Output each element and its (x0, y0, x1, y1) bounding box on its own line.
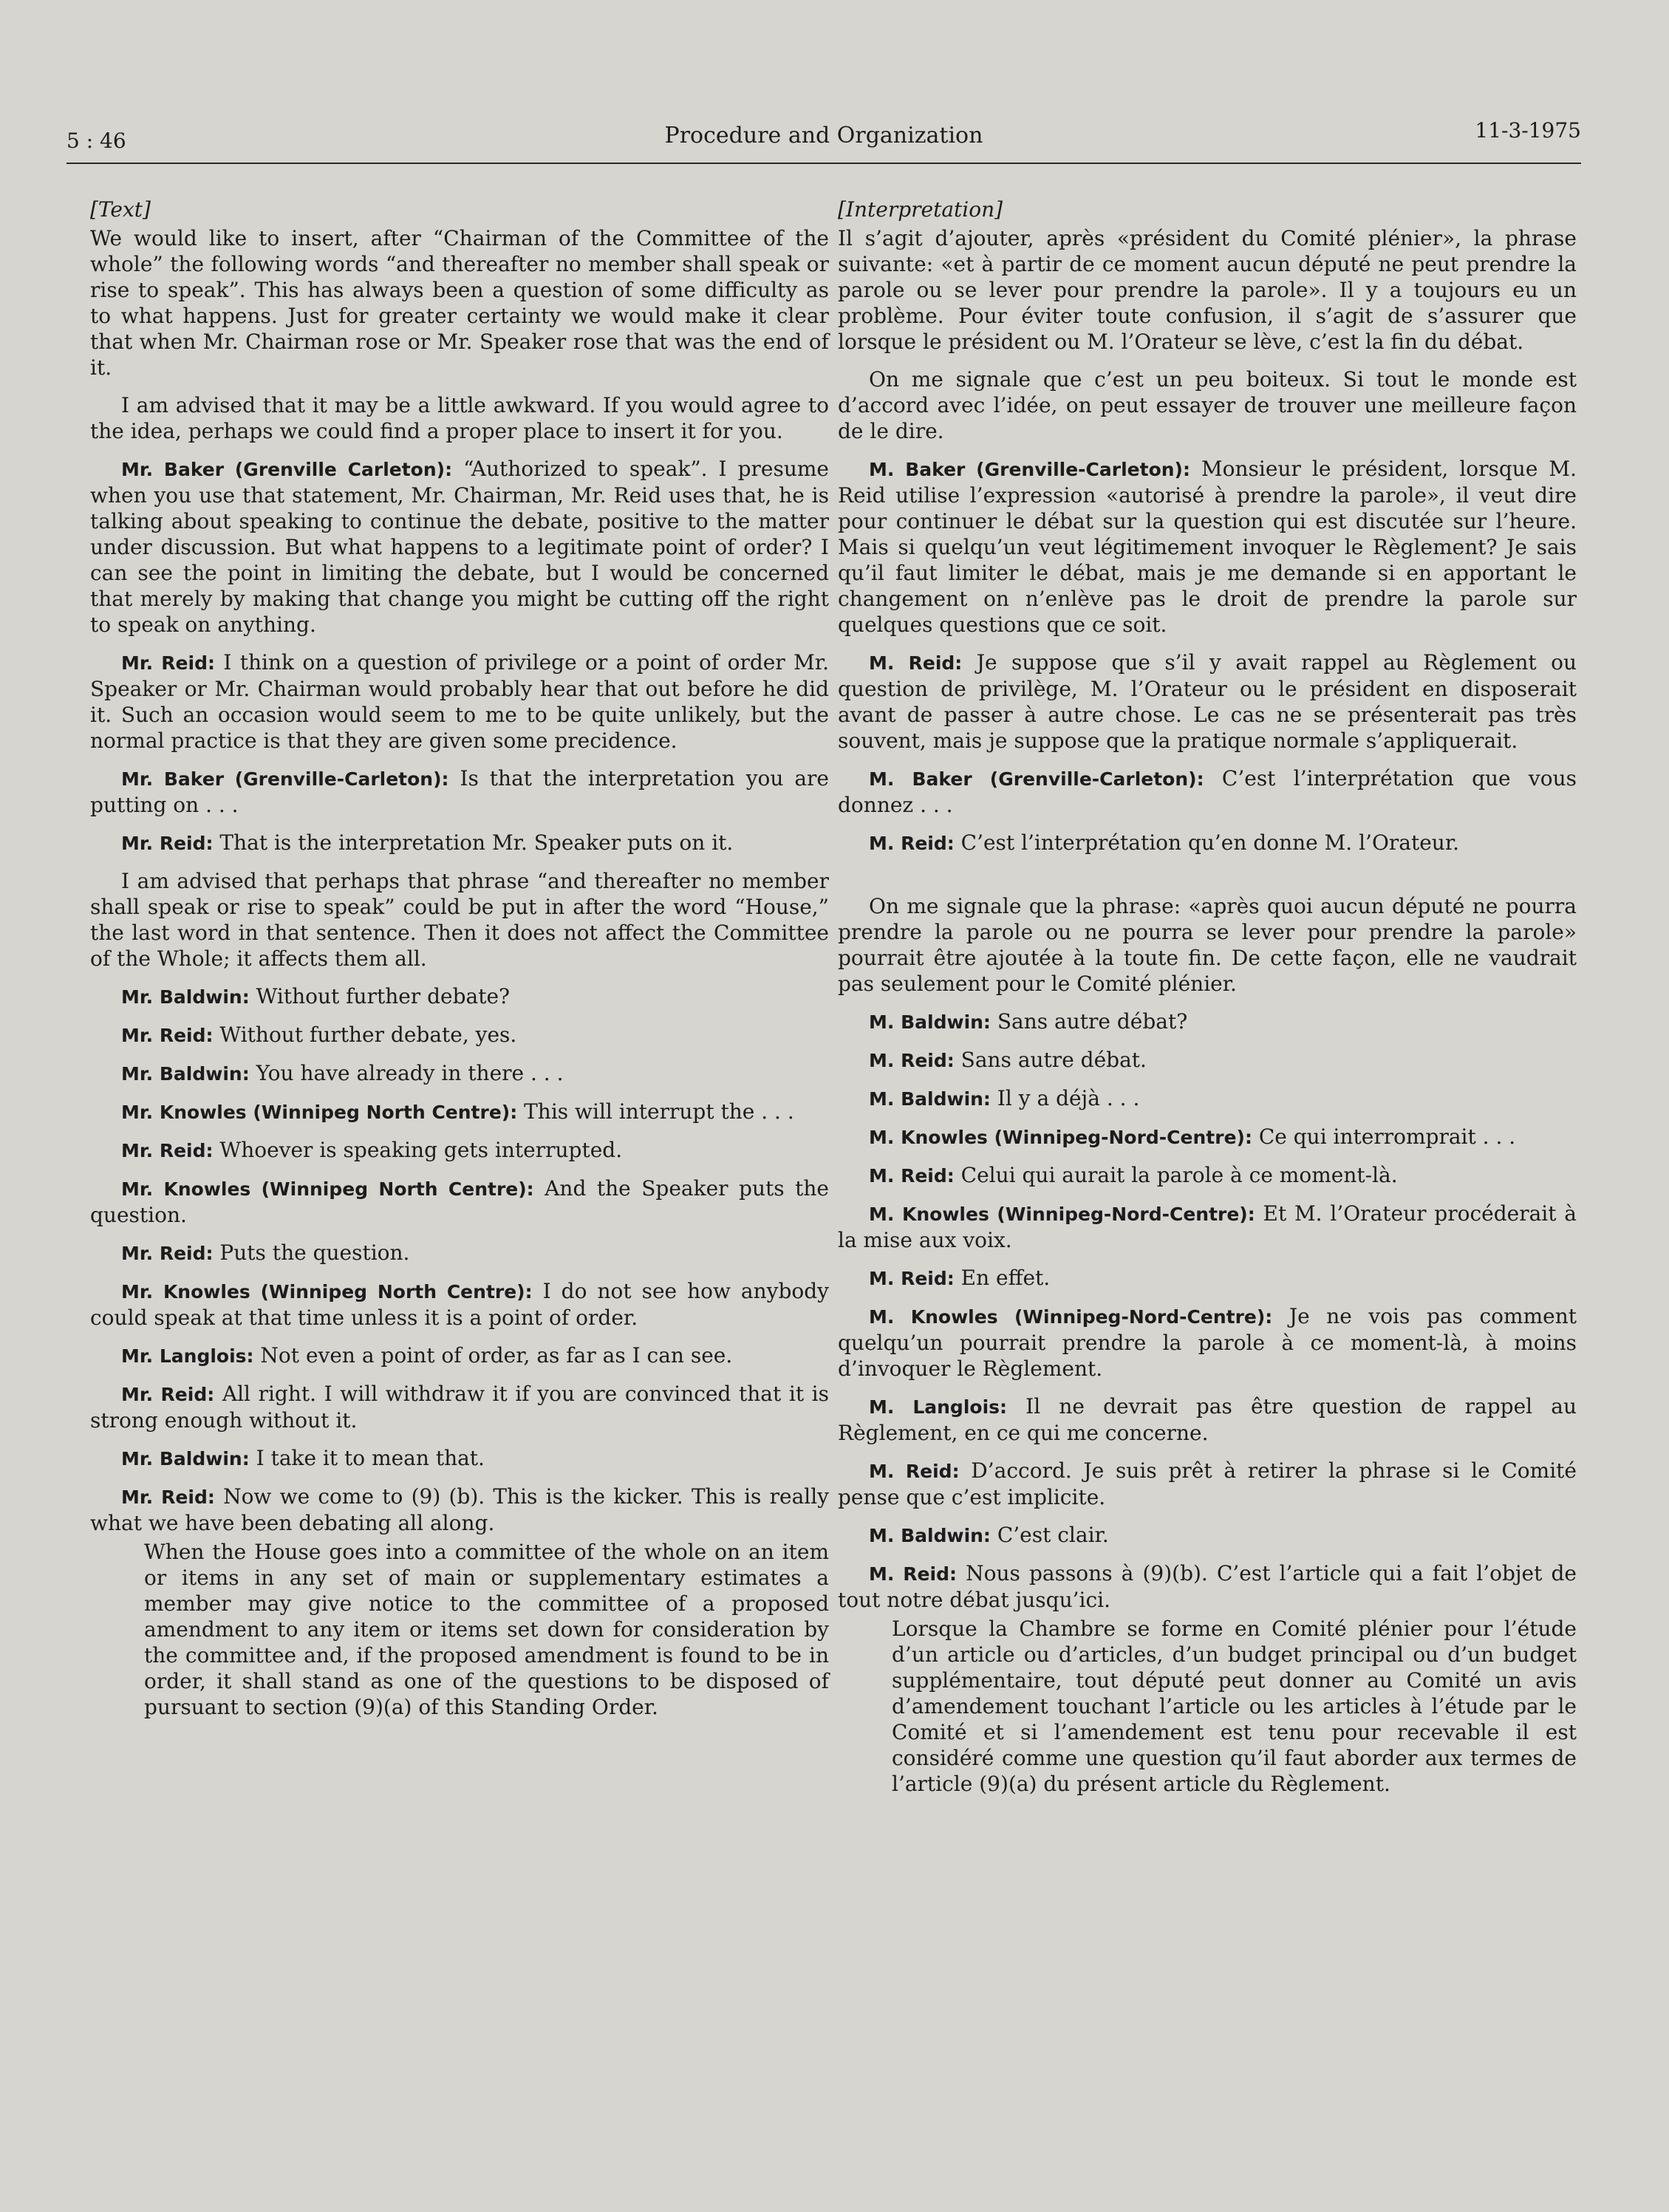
speech-text: Now we come to (9) (b). This is the kicker. This is really what we have been debating all along. (90, 1484, 830, 1535)
speech-text: “Authorized to speak”. I presume when you use that statement, Mr. Chairman, Mr. Reid uses that, he is talking about speaking to continue the debate, positive to the matter under discussion. But what happens to a legitimate point of order? I can see the point in limiting the debate, but I would be concerned that merely by making that change you might be cutting off the right to speak on anything. (90, 457, 829, 637)
speaker-name: M. Reid: (869, 1268, 955, 1289)
speech (90, 1099, 829, 1125)
speaker-name: M. Reid: (869, 652, 963, 674)
speaker-name: Mr. Baldwin: (121, 1448, 250, 1469)
speech-text: En effet. (954, 1266, 1051, 1290)
speech-text: Ce qui interromprait . . . (1252, 1124, 1516, 1149)
speech (90, 1381, 829, 1433)
text-tag: [Text] (90, 197, 151, 222)
speech (90, 456, 829, 638)
speech-text: Monsieur le président, lorsque M. Reid utilise l’expression «autorisé à prendre la parole», il veut dire pour continuer le débat sur la question qui est discutée sur l’heure. Mais si quelqu’un veut légitimement invoquer le Règlement? Je sais qu’il faut limiter le débat, mais je me demande si en apportant le changement on n’enlève pas le droit de prendre la parole sur quelques questions que ce soit. (838, 457, 1577, 637)
speaker-name: Mr. Reid: (121, 833, 214, 854)
speech (838, 1458, 1577, 1510)
speech (838, 830, 1577, 856)
paragraph: Il s’agit d’ajouter, après «président du Comité plénier», la phrase suivante: «et à partir de ce moment aucun député ne peut prendre la parole ou se lever pour prendre la parole». Il y a toujours eu un problème. Pour éviter toute confusion, il s’agit de s’assurer que lorsque le président ou M. l’Orateur se lève, c’est la fin du débat. (838, 226, 1577, 354)
speech-text: I do not see how anybody could speak at that time unless it is a point of order. (90, 1279, 830, 1330)
speech (838, 1008, 1577, 1035)
speech-text: All right. I will withdraw it if you are convinced that it is strong enough without it. (90, 1382, 830, 1433)
speaker-name: M. Reid: (869, 1563, 957, 1585)
speaker-name: M. Reid: (869, 1461, 960, 1482)
speaker-name: M. Langlois: (869, 1396, 1008, 1418)
speech (838, 649, 1577, 754)
speech (90, 1484, 829, 1536)
speaker-name: Mr. Baldwin: (121, 1063, 250, 1085)
speech-text: Without further debate? (249, 984, 511, 1008)
quoted-standing-order: When the House goes into a committee of the whole on an item or items in any set of main or supplementary estimates a member may give notice to the committee of a proposed amendment to any item or items set down for consideration by the committee and, if the proposed amendment is found to be in order, it shall stand as one of the questions to be disposed of pursuant to section (9)(a) of this Standing Order. (144, 1540, 829, 1719)
speech-text: I take it to mean that. (249, 1446, 485, 1470)
speech-text: And the Speaker puts the question. (90, 1176, 829, 1227)
speech (90, 1445, 829, 1472)
speaker-name: Mr. Knowles (Winnipeg North Centre): (121, 1281, 533, 1303)
speech-text: Puts the question. (213, 1240, 410, 1265)
speech-text: Not even a point of order, as far as I can see. (253, 1343, 733, 1368)
speech (90, 765, 829, 818)
speech (838, 1162, 1577, 1189)
speaker-name: Mr. Knowles (Winnipeg North Centre): (121, 1178, 534, 1200)
header-rule (66, 163, 1581, 164)
speech (90, 1175, 829, 1228)
speech (90, 1060, 829, 1087)
speaker-name: Mr. Reid: (121, 1486, 215, 1508)
speech-text: C’est l’interprétation que vous donnez . . . (838, 766, 1577, 817)
speech (90, 1022, 829, 1048)
speaker-name: Mr. Reid: (121, 1384, 215, 1405)
page-header (66, 118, 1581, 157)
speaker-name: Mr. Reid: (121, 1025, 214, 1046)
speech (90, 1278, 829, 1331)
quoted-standing-order: Lorsque la Chambre se forme en Comité plénier pour l’étude d’un article ou d’articles, d’un budget principal ou d’un budget supplémentaire, tout député peut donner au Comité un avis d’amendement touchant l’article ou les articles à l’étude par le Comité et si l’amendement est tenu pour recevable il est considéré comme une question qu’il faut aborder aux termes de l’article (9)(a) du présent article du Règlement. (892, 1617, 1577, 1796)
speech (838, 1560, 1577, 1613)
speaker-name: M. Knowles (Winnipeg-Nord-Centre): (869, 1204, 1255, 1225)
speech (838, 1303, 1577, 1382)
speaker-name: M. Knowles (Winnipeg-Nord-Centre): (869, 1306, 1273, 1328)
speech-text: Je suppose que s’il y avait rappel au Règlement ou question de privilège, M. l’Orateur ou le président en disposerait avant de passer à autre chose. Le cas ne se présenterait pas très souvent, mais je suppose que la pratique normale s’appliquerait. (838, 650, 1577, 753)
speech-text: Sans autre débat. (954, 1048, 1147, 1072)
speech-text: Il ne devrait pas être question de rappel au Règlement, en ce qui me concerne. (838, 1394, 1577, 1445)
speech-text: Nous passons à (9)(b). C’est l’article qui a fait l’objet de tout notre débat jusqu’ici. (838, 1561, 1577, 1612)
paragraph: On me signale que la phrase: «après quoi aucun député ne pourra prendre la parole ou ne pourra se lever pour prendre la parole» pourrait être ajoutée à la toute fin. De cette façon, elle ne vaudrait pas seulement pour le Comité plénier. (838, 894, 1577, 996)
page-number: 5 : 46 (66, 129, 126, 153)
speech (838, 1085, 1577, 1112)
speech-text: Sans autre débat? (990, 1009, 1188, 1034)
speech-text: That is the interpretation Mr. Speaker puts on it. (213, 830, 734, 855)
speech (838, 1047, 1577, 1073)
running-title: Procedure and Organization (664, 123, 983, 149)
header-date: 11-3-1975 (1475, 118, 1581, 143)
speech (838, 456, 1577, 638)
paragraph: On me signale que c’est un peu boiteux. Si tout le monde est d’accord avec l’idée, on peut essayer de trouver une meilleure façon de le dire. (838, 367, 1577, 443)
speaker-name: Mr. Baldwin: (121, 986, 250, 1008)
speaker-name: Mr. Knowles (Winnipeg North Centre): (121, 1102, 518, 1123)
speech-text: Celui qui aurait la parole à ce moment-là. (954, 1163, 1398, 1187)
speaker-name: M. Baldwin: (869, 1088, 991, 1110)
speech-text: This will interrupt the . . . (517, 1099, 794, 1124)
speaker-name: Mr. Reid: (121, 1140, 214, 1161)
speaker-name: M. Baldwin: (869, 1525, 991, 1546)
speech (838, 765, 1577, 818)
speech-text: C’est l’interprétation qu’en donne M. l’Orateur. (954, 830, 1460, 855)
speech (838, 1124, 1577, 1150)
speech (90, 1342, 829, 1369)
speech (90, 1137, 829, 1164)
speech-text: Je ne vois pas comment quelqu’un pourrait prendre la parole à ce moment-là, à moins d’invoquer le Règlement. (838, 1304, 1577, 1381)
paragraph: I am advised that it may be a little awkward. If you would agree to the idea, perhaps we could find a proper place to insert it for you. (90, 393, 829, 443)
speaker-name: Mr. Reid: (121, 1243, 214, 1264)
speech-text: D’accord. Je suis prêt à retirer la phrase si le Comité pense que c’est implicite. (838, 1458, 1577, 1509)
paragraph: We would like to insert, after “Chairman of the Committee of the whole” the following words “and thereafter no member shall speak or rise to speak”. This has always been a question of some difficulty as to what happens. Just for greater certainty we would make it clear that when Mr. Chairman rose or Mr. Speaker rose that was the end of it. (90, 226, 829, 380)
speaker-name: Mr. Baker (Grenville Carleton): (121, 459, 453, 480)
speech-text: Is that the interpretation you are putting on . . . (90, 766, 829, 817)
speaker-name: M. Reid: (869, 1165, 955, 1187)
speech (90, 1240, 829, 1266)
paragraph: I am advised that perhaps that phrase “and thereafter no member shall speak or rise to speak” could be put in after the word “House,” the last word in that sentence. Then it does not affect the Committee of the Whole; it affects them all. (90, 869, 829, 971)
speaker-name: Mr. Baker (Grenville-Carleton): (121, 768, 449, 790)
speaker-name: Mr. Reid: (121, 652, 215, 674)
speaker-name: M. Reid: (869, 1050, 955, 1071)
speech-text: C’est clair. (990, 1523, 1109, 1547)
speech-text: I think on a question of privilege or a point of order Mr. Speaker or Mr. Chairman would probably hear that out before he did it. Such an occasion would seem to me to be quite unlikely, but the normal practice is that they are given some precidence. (90, 650, 830, 753)
speech-text: Et M. l’Orateur procéderait à la mise aux voix. (838, 1201, 1577, 1252)
speech (838, 1522, 1577, 1549)
speaker-name: M. Reid: (869, 833, 955, 854)
speaker-name: M. Baldwin: (869, 1011, 991, 1033)
speaker-name: M. Knowles (Winnipeg-Nord-Centre): (869, 1127, 1252, 1148)
speaker-name: M. Baker (Grenville-Carleton): (869, 768, 1204, 790)
interpretation-tag: [Interpretation] (838, 197, 1003, 222)
speaker-name: M. Baker (Grenville-Carleton): (869, 459, 1190, 480)
speech (838, 1393, 1577, 1446)
french-column (838, 197, 1577, 1807)
speaker-name: Mr. Langlois: (121, 1345, 254, 1367)
english-column (90, 197, 829, 1730)
speech (90, 649, 829, 754)
speech (90, 983, 829, 1010)
spacer (838, 868, 1577, 893)
speech-text: Whoever is speaking gets interrupted. (213, 1138, 623, 1162)
speech-text: Il y a déjà . . . (990, 1086, 1140, 1110)
speech (838, 1201, 1577, 1253)
speech-text: Without further debate, yes. (213, 1023, 517, 1047)
speech-text: You have already in there . . . (249, 1061, 564, 1085)
speech (838, 1265, 1577, 1291)
speech (90, 830, 829, 856)
